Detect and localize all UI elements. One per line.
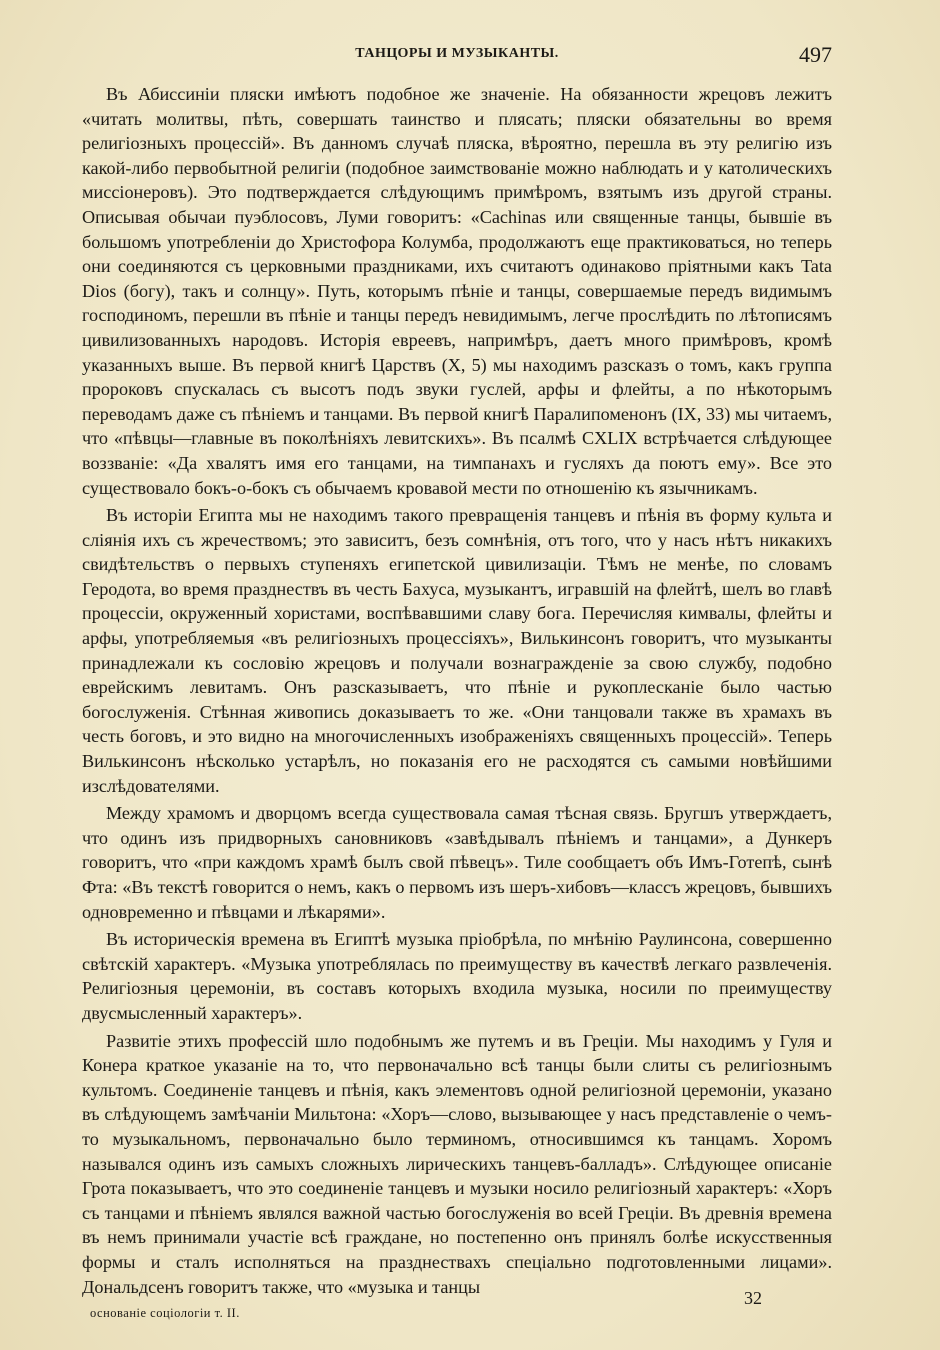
paragraph: Въ исторіи Египта мы не находимъ такого превращенія танцевъ и пѣнія въ форму культа и сліянія ихъ съ жречествомъ; это зависитъ, безъ сомнѣнія, отъ того, что у насъ нѣтъ никакихъ свидѣтельствъ о первыхъ ступеняхъ египетской цивилизаціи. Тѣмъ не менѣе, по словамъ Геродота, во время празднествъ въ честь Бахуса, музыкантъ, игравшій на флейтѣ, шелъ во главѣ процессіи, окруженный хористами, воспѣвавшими славу бога. Перечисляя кимвалы, флейты и арфы, употребляемыя «въ религіозныхъ процессіяхъ», Вилькинсонъ говоритъ, что музыканты принадлежали къ сословію жрецовъ и получали вознагражденіе за свою службу, подобно еврейскимъ левитамъ. Онъ разсказываетъ, что пѣніе и рукоплесканіе было частью богослуженія. Стѣнная живопись доказываетъ то же. «Они танцовали также въ храмахъ въ честь боговъ, и это видно на многочисленныхъ изображеніяхъ священныхъ процессій». Теперь Вилькинсонъ нѣсколько устарѣлъ, но показанія его не расходятся съ самыми новѣйшими изслѣдователями. xyxy=(82,505,832,796)
paragraph: Между храмомъ и дворцомъ всегда существовала самая тѣсная связь. Бругшъ утверждаетъ, что одинъ изъ придворныхъ сановниковъ «завѣдывалъ пѣніемъ и танцами», а Дункеръ говоритъ, что «при каждомъ храмѣ былъ свой пѣвецъ». Тиле сообщаетъ объ Имъ-Готепѣ, сынѣ Фта: «Въ текстѣ говорится о немъ, какъ о первомъ изъ шеръ-хибовъ—классъ жрецовъ, бывшихъ одновременно и пѣвцами и лѣкарями». xyxy=(82,803,832,922)
page-number: 497 xyxy=(799,42,832,67)
paragraph: Развитіе этихъ профессій шло подобнымъ же путемъ и въ Греціи. Мы находимъ у Гуля и Конера краткое указаніе на то, что первоначально всѣ танцы были слиты съ религіознымъ культомъ. Соединеніе танцевъ и пѣнія, какъ элементовъ одной религіозной церемоніи, указано въ слѣдующемъ замѣчаніи Мильтона: «Хоръ—слово, вызывающее у насъ представленіе о чемъ-то музыкальномъ, первоначально было терминомъ, относившимся къ танцамъ. Хоромъ назывался одинъ изъ самыхъ сложныхъ лирическихъ танцевъ-балладъ». Слѣдующее описаніе Грота показываетъ, что это соединеніе танцевъ и музыки носило религіозный характеръ: «Хоръ съ танцами и пѣніемъ являлся важной частью богослуженія во всей Греціи. Въ древнія времена въ немъ принимали участіе всѣ граждане, но постепенно онъ принялъ болѣе искусственныя формы и сталъ исполняться на празднествахъ спеціально подготовленными лицами». Дональдсенъ говоритъ также, что «музыка и танцы xyxy=(82,1030,832,1297)
footer-book-title: основаніе соціологіи т. II. xyxy=(90,1306,240,1320)
paragraph: Въ историческія времена въ Египтѣ музыка пріобрѣла, по мнѣнію Раулинсона, совершенно свѣтскій характеръ. «Музыка употреблялась по преимуществу въ качествѣ легкаго развлеченія. Религіозныя церемоніи, въ составъ которыхъ входила музыка, носили по преимуществу двусмысленный характеръ». xyxy=(82,929,832,1023)
page-footer xyxy=(82,1288,832,1318)
running-head xyxy=(82,42,832,72)
body-text xyxy=(82,82,832,1302)
signature-mark: 32 xyxy=(744,1288,762,1308)
paragraph: Въ Абиссиніи пляски имѣютъ подобное же значеніе. На обязанности жрецовъ лежитъ «читать молитвы, пѣть, совершать таинство и плясать; пляски обязательны во время религіозныхъ процессій». Въ данномъ случаѣ пляска, вѣроятно, перешла въ эту религію изъ какой-либо первобытной религіи (подобное заимствованіе можно наблюдать и у католическихъ миссіонеровъ). Это подтверждается слѣдующимъ примѣромъ, взятымъ изъ другой страны. Описывая обычаи пуэблосовъ, Луми говоритъ: «Cachinas или священные танцы, бывшіе въ большомъ употребленіи до Христофора Колумба, продолжаютъ еще практиковаться, но теперь они соединяются съ церковными праздниками, ихъ считаютъ одинаково пріятными какъ Tata Dios (богу), такъ и солнцу». Путь, которымъ пѣніе и танцы, совершаемые передъ видимымъ господиномъ, перешли въ пѣніе и танцы передъ невидимымъ, легче прослѣдить по лѣтописямъ цивилизованныхъ народовъ. Исторія евреевъ, напримѣръ, даетъ много примѣровъ, кромѣ указанныхъ выше. Въ первой книгѣ Царствъ (X, 5) мы находимъ разсказъ о томъ, какъ группа пророковъ спускалась съ высотъ подъ звуки гуслей, арфы и флейты, а по нѣкоторымъ переводамъ даже съ пѣніемъ и танцами. Въ первой книгѣ Паралипоменонъ (IX, 33) мы читаемъ, что «пѣвцы—главные въ поколѣніяхъ левитскихъ». Въ псалмѣ CXLIX встрѣчается слѣдующее воззваніе: «Да хвалятъ имя его танцами, на тимпанахъ и гусляхъ да поютъ ему». Все это существовало бокъ-о-бокъ съ обычаемъ кровавой мести по отношенію къ язычникамъ. xyxy=(82,84,832,498)
running-title: ТАНЦОРЫ И МУЗЫКАНТЫ. xyxy=(355,46,559,61)
